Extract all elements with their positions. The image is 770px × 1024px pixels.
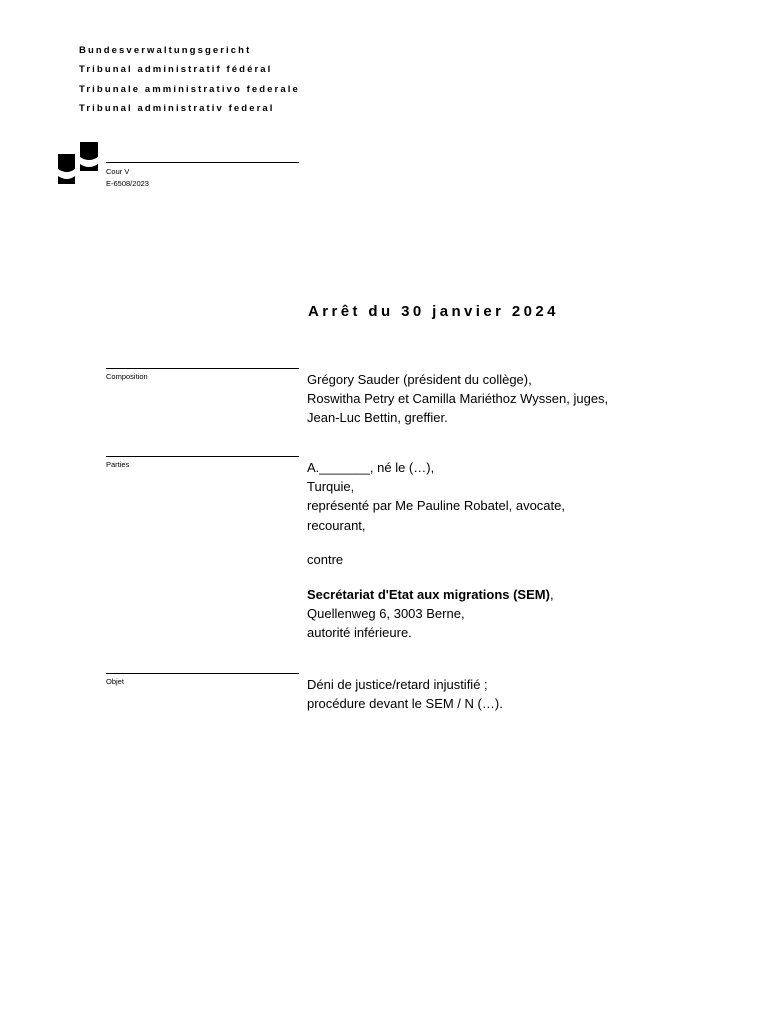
court-name-fr: Tribunal administratif fédéral [79, 64, 273, 76]
court-name-it: Tribunale amministrativo federale [79, 83, 300, 95]
subject-line: procédure devant le SEM / N (…). [307, 696, 503, 712]
composition-label: Composition [106, 372, 148, 381]
versus-text: contre [307, 552, 344, 567]
respondent-name-line [307, 585, 554, 604]
parties-label: Parties [106, 460, 130, 469]
respondent-line: autorité inférieure. [307, 625, 412, 641]
court-logo-icon [58, 142, 98, 186]
appellant-block [307, 458, 565, 535]
appellant-line: A._______, né le (…), [307, 460, 435, 475]
subject-rule [106, 673, 299, 674]
subject-label: Objet [106, 677, 124, 686]
court-name-rm: Tribunal administrativ federal [79, 102, 275, 114]
court-name-de: Bundesverwaltungsgericht [79, 45, 252, 56]
composition-line: Jean-Luc Bettin, greffier. [307, 410, 448, 426]
case-number: E-6508/2023 [106, 179, 149, 188]
composition-text [307, 370, 608, 428]
court-names [79, 41, 300, 118]
composition-line: Roswitha Petry et Camilla Mariéthoz Wyssen, juges, [307, 391, 609, 407]
header-rule [106, 162, 299, 163]
respondent-name: Secrétariat d'Etat aux migrations (SEM) [307, 587, 550, 602]
composition-line: Grégory Sauder (président du collège), [307, 372, 532, 387]
subject-text [307, 675, 503, 713]
chamber: Cour V [106, 167, 130, 176]
respondent-name-suffix: , [549, 587, 554, 602]
appellant-line: recourant, [307, 517, 366, 533]
subject-line: Déni de justice/retard injustifié ; [307, 677, 488, 692]
appellant-line: représenté par Me Pauline Robatel, avocate, [307, 498, 565, 514]
appellant-line: Turquie, [307, 479, 355, 495]
composition-rule [106, 368, 299, 369]
respondent-line: Quellenweg 6, 3003 Berne, [307, 606, 465, 622]
parties-rule [106, 456, 299, 457]
document-title: Arrêt du 30 janvier 2024 [308, 303, 559, 320]
respondent-block [307, 585, 554, 643]
